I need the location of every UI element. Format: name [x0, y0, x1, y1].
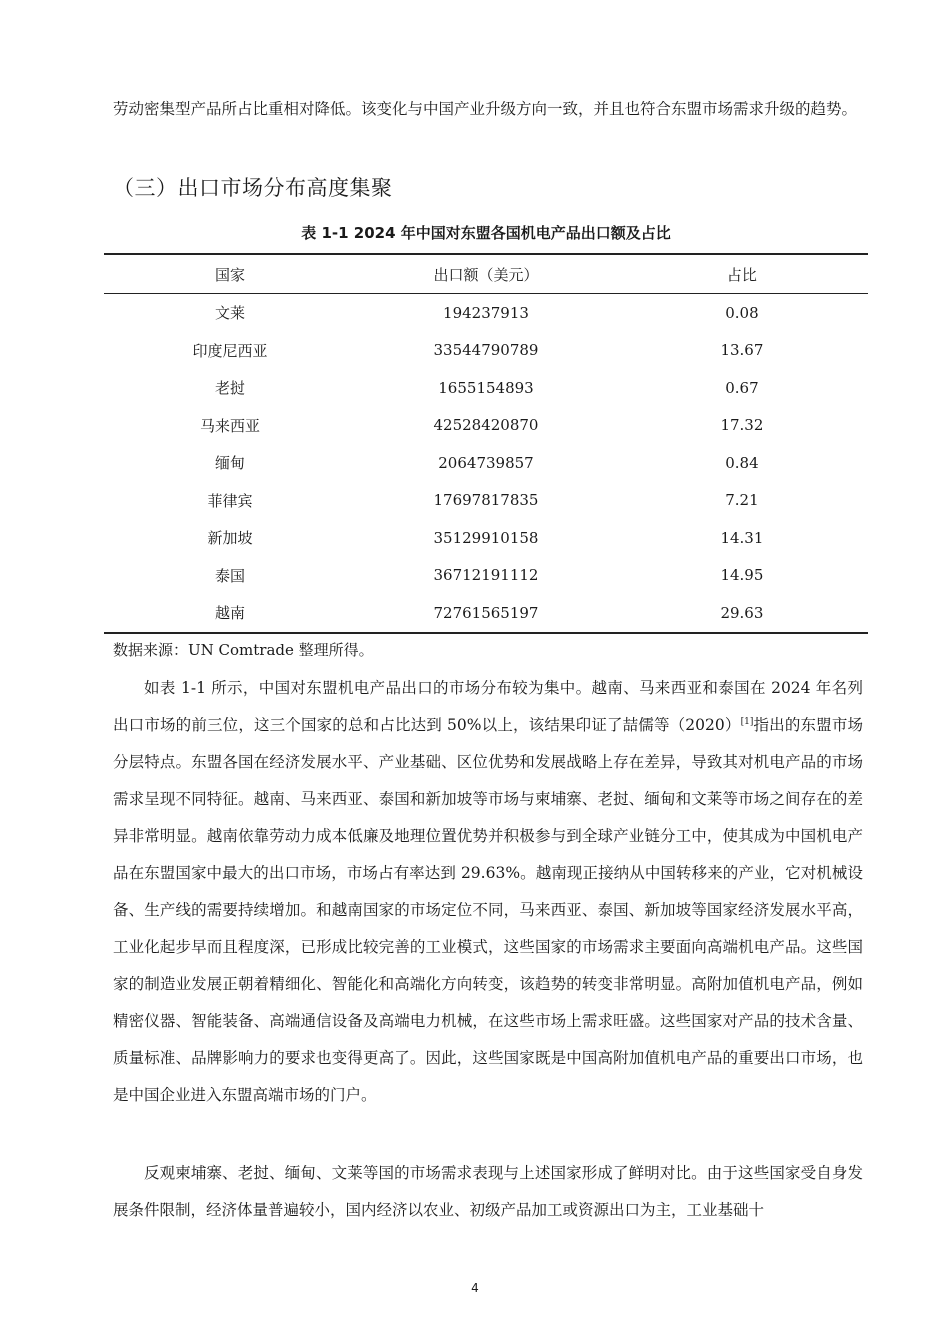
paragraph-2-text-b: 指出的东盟市场分层特点。东盟各国在经济发展水平、产业基础、区位优势和发展战略上存在差异，导致其对机电产品的市场需求呈现不同特征。越南、马来西亚、泰国和新加坡等市场与柬埔寨、老挝、缅甸和文莱等市场之间存在的差异非常明显。越南依靠劳动力成本低廉及地理位置优势并积极参与到全球产业链分工中，使其成为中国机电产品在东盟国家中最大的出口市场，市场占有率达到 29.63%。越南现正接纳从中国转移来的产业，它对机械设备、生产线的需要持续增加。和越南国家的市场定位不同，马来西亚、泰国、新加坡等国家经济发展水平高，工业化起步早而且程度深，已形成比较完善的工业模式，这些国家的市场需求主要面向高端机电产品。这些国家的制造业发展正朝着精细化、智能化和高端化方向转变，该趋势的转变非常明显。高附加值机电产品，例如精密仪器、智能装备、高端通信设备及高端电力机械，在这些市场上需求旺盛。这些国家对产品的技术含量、质量标准、品牌影响力的要求也变得更高了。因此，这些国家既是中国高附加值机电产品的重要出口市场，也是中国企业进入东盟高端市场的门户。 — [113, 716, 863, 1104]
source-note: 数据来源：UN Comtrade 整理所得。 — [113, 641, 374, 659]
cell-country: 马来西亚 — [200, 416, 261, 435]
page-number: 4 — [471, 1281, 479, 1295]
table-row — [104, 332, 868, 370]
cell-export-value: 35129910158 — [433, 528, 539, 547]
cell-export-value: 17697817835 — [433, 491, 539, 510]
cell-share: 0.84 — [725, 453, 759, 472]
header-export-value: 出口额（美元） — [356, 254, 616, 294]
cell-country: 印度尼西亚 — [192, 341, 268, 360]
table-row — [104, 519, 868, 557]
cell-share: 14.95 — [720, 566, 764, 585]
export-table — [104, 253, 868, 634]
citation-ref: [1] — [740, 716, 754, 727]
section-heading: （三）出口市场分布高度集聚 — [113, 176, 393, 200]
cell-share: 0.08 — [725, 303, 759, 322]
cell-export-value: 72761565197 — [356, 594, 616, 633]
cell-export-value: 42528420870 — [433, 416, 539, 435]
cell-share: 17.32 — [720, 416, 764, 435]
cell-share: 0.67 — [725, 378, 759, 397]
table-caption: 表 1-1 2024 年中国对东盟各国机电产品出口额及占比 — [301, 224, 671, 242]
table-row — [104, 407, 868, 445]
cell-country: 文莱 — [215, 304, 246, 323]
intro-paragraph: 劳动密集型产品所占比重相对降低。该变化与中国产业升级方向一致，并且也符合东盟市场需求升级的趋势。 — [113, 100, 858, 118]
cell-country: 泰国 — [215, 566, 246, 585]
cell-export-value: 194237913 — [443, 303, 529, 322]
cell-export-value: 2064739857 — [438, 453, 534, 472]
body-paragraph-2 — [113, 670, 863, 1114]
table-row — [104, 369, 868, 407]
body-paragraph-3: 反观柬埔寨、老挝、缅甸、文莱等国的市场需求表现与上述国家形成了鲜明对比。由于这些国家受自身发展条件限制，经济体量普遍较小，国内经济以农业、初级产品加工或资源出口为主，工业基础十 — [113, 1164, 863, 1219]
cell-country: 菲律宾 — [207, 491, 253, 510]
cell-country: 越南 — [104, 594, 356, 633]
table-row — [104, 482, 868, 520]
header-share: 占比 — [616, 254, 868, 294]
table-row — [104, 557, 868, 595]
table-row — [104, 294, 868, 332]
header-country: 国家 — [104, 254, 356, 294]
table-body — [104, 294, 868, 633]
cell-share: 14.31 — [720, 528, 764, 547]
table-header-row — [104, 254, 868, 294]
cell-country: 新加坡 — [207, 529, 253, 548]
cell-share: 13.67 — [720, 341, 764, 360]
cell-export-value: 1655154893 — [438, 378, 534, 397]
cell-share: 29.63 — [616, 594, 868, 633]
cell-export-value: 36712191112 — [433, 566, 539, 585]
table-row — [104, 594, 868, 633]
cell-share: 7.21 — [725, 491, 759, 510]
table-row — [104, 444, 868, 482]
cell-export-value: 33544790789 — [433, 341, 539, 360]
paragraph-2-text-a: 如表 1-1 所示，中国对东盟机电产品出口的市场分布较为集中。越南、马来西亚和泰国在 2024 年名列出口市场的前三位，这三个国家的总和占比达到 50%以上，该结果印证了喆儒等（2020） — [113, 679, 863, 734]
cell-country: 缅甸 — [215, 454, 246, 473]
cell-country: 老挝 — [215, 379, 246, 398]
